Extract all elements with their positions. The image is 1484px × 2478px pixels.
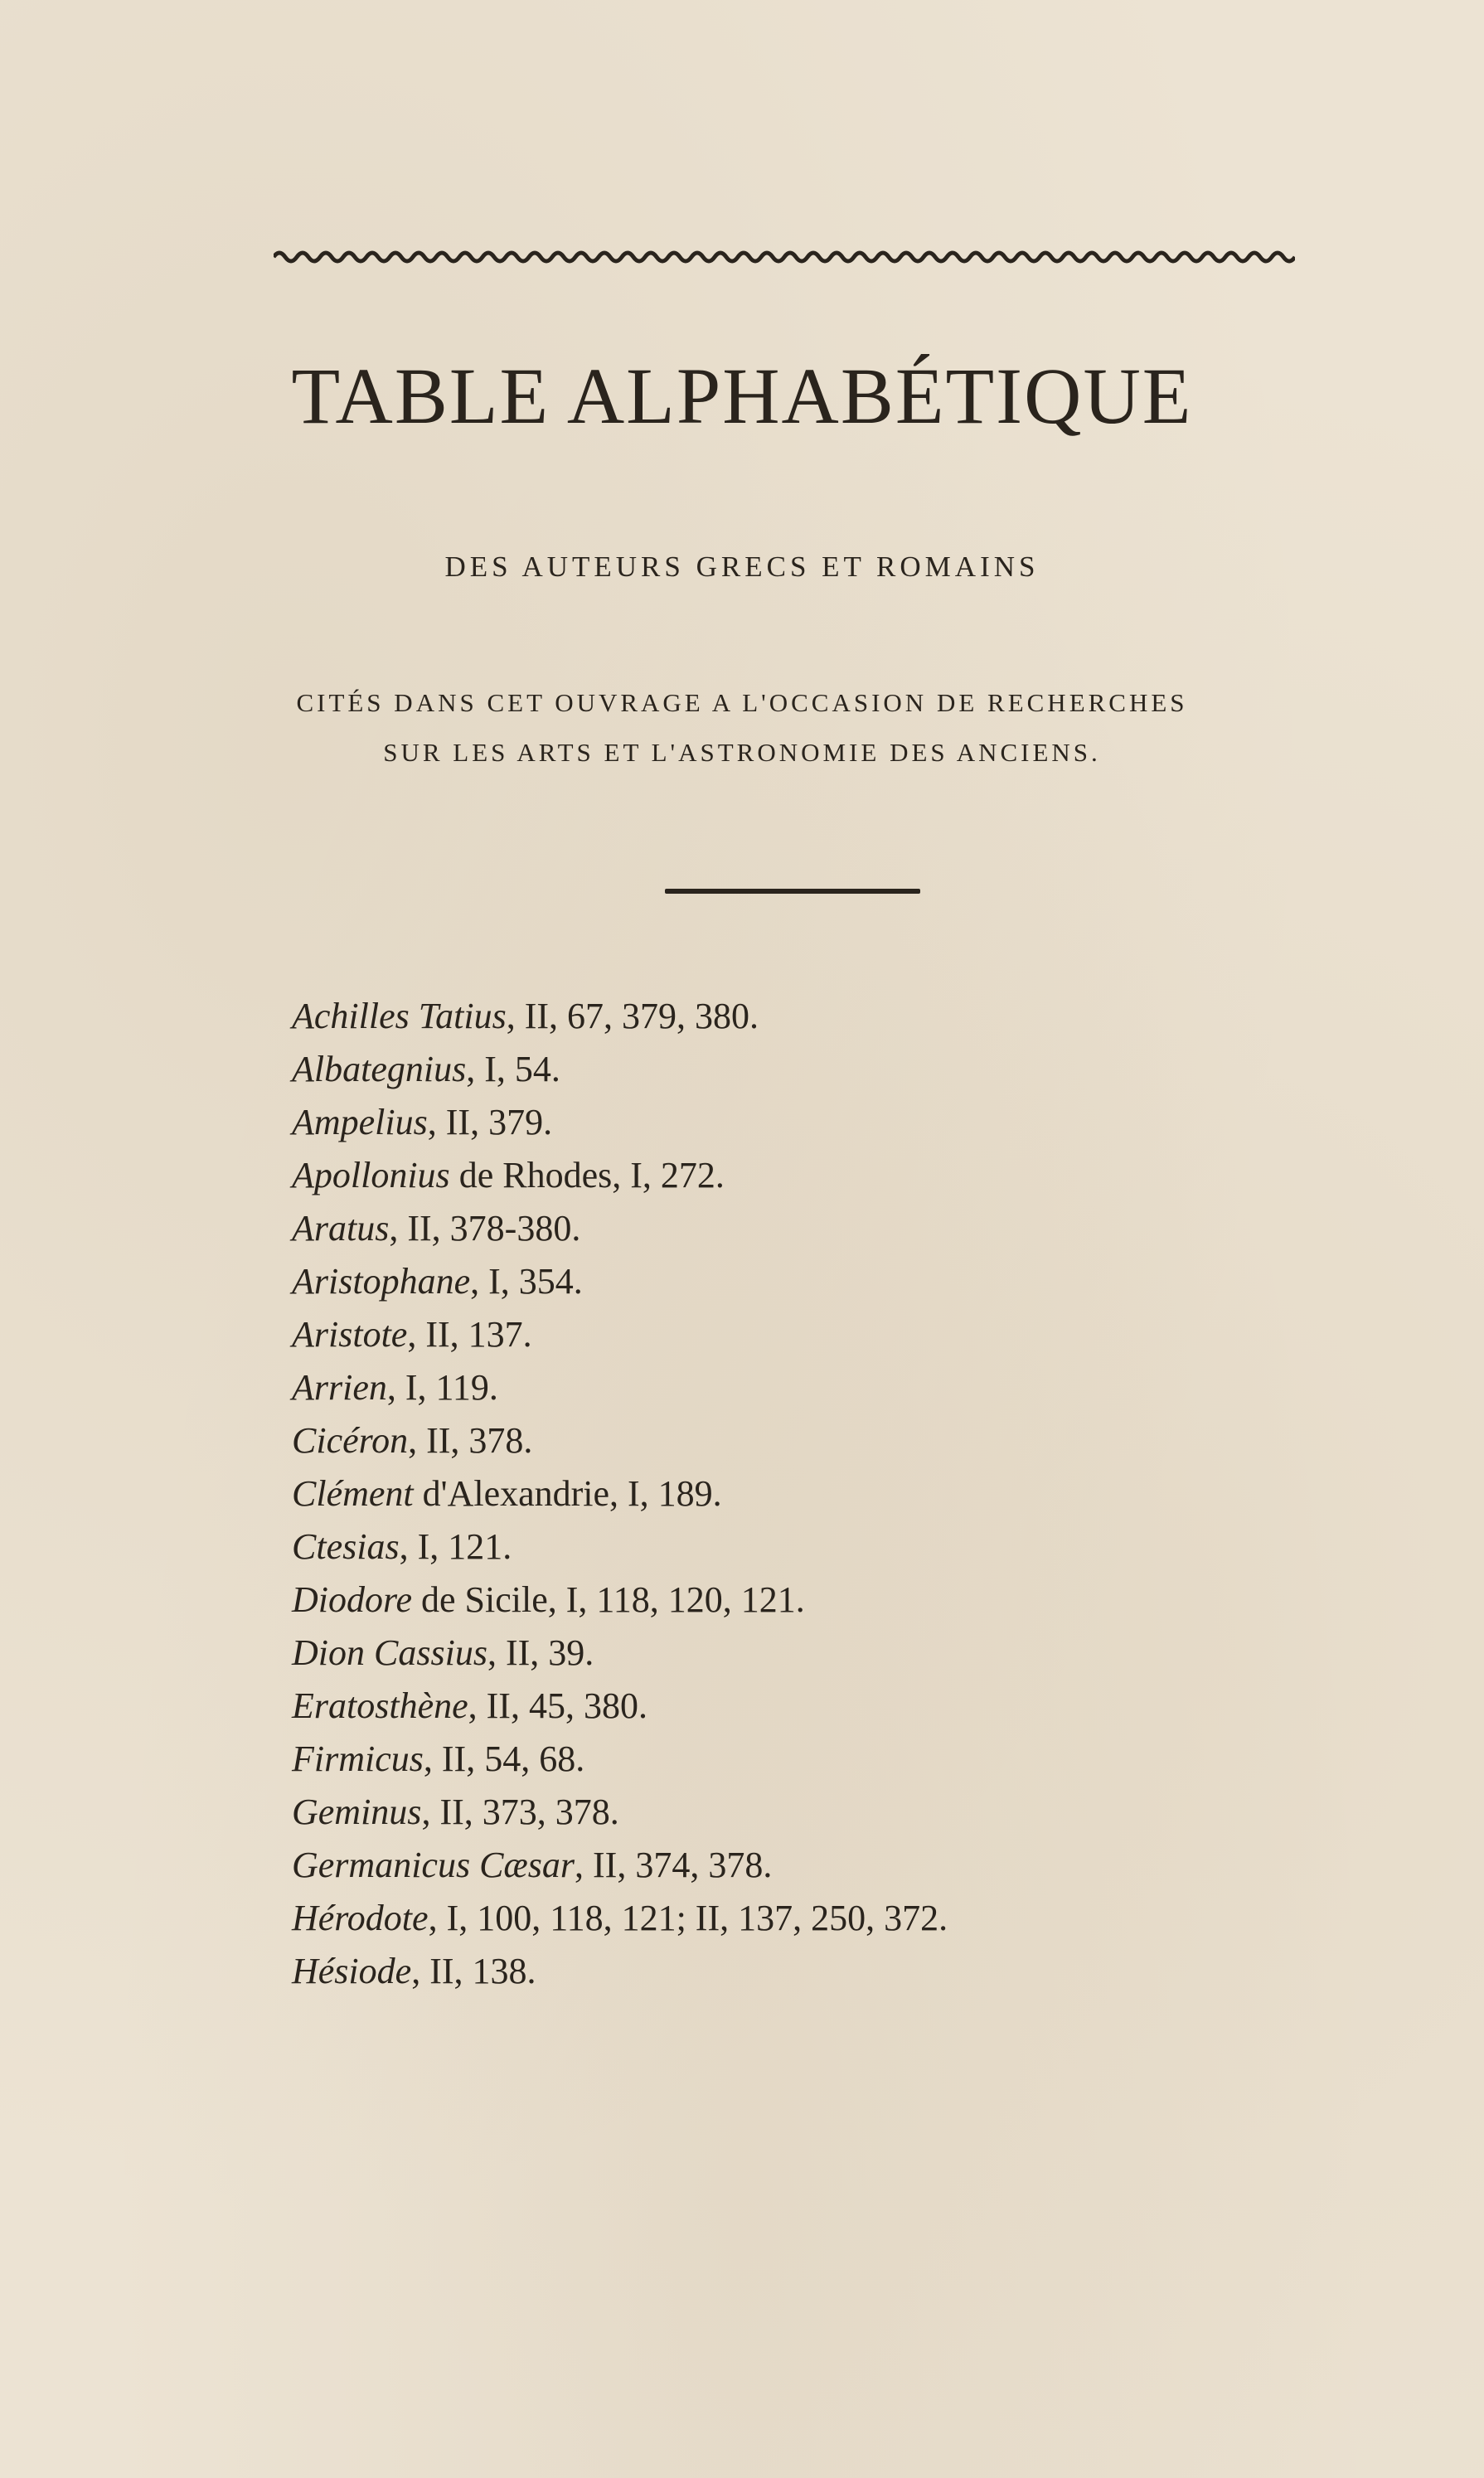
author-name: Firmicus (292, 1738, 424, 1779)
entry-references: , II, 45, 380. (468, 1685, 647, 1726)
entry-references: d'Alexandrie, I, 189. (413, 1473, 722, 1514)
entry-references: , II, 379. (427, 1102, 553, 1142)
author-name: Aristophane (292, 1261, 471, 1302)
author-name: Clément (292, 1473, 414, 1514)
index-entry (292, 1945, 1370, 1998)
author-name: Hérodote (292, 1898, 429, 1938)
page-description (0, 678, 1484, 778)
author-name: Albategnius (292, 1049, 467, 1089)
page-title: TABLE ALPHABÉTIQUE (291, 352, 1193, 440)
index-entry (292, 1202, 1370, 1255)
entry-references: , II, 378. (408, 1420, 533, 1461)
index-entry (292, 1839, 1370, 1892)
index-entry (292, 1733, 1370, 1786)
entry-references: , I, 54. (466, 1049, 560, 1089)
divider-rule (665, 889, 920, 894)
description-line-1: CITÉS DANS CET OUVRAGE A L'OCCASION DE RECHERCHES (296, 688, 1188, 717)
author-name: Arrien (292, 1367, 387, 1408)
index-entry (292, 1361, 1370, 1414)
description-line-2: SUR LES ARTS ET L'ASTRONOMIE DES ANCIENS. (383, 738, 1101, 767)
index-entry (292, 1892, 1370, 1945)
entry-references: , II, 137. (407, 1314, 532, 1355)
index-entry (292, 1627, 1370, 1680)
entry-references: , I, 354. (470, 1261, 583, 1302)
entry-references: , II, 54, 68. (423, 1738, 585, 1779)
entry-references: , II, 374, 378. (575, 1845, 773, 1885)
author-name: Aristote (292, 1314, 408, 1355)
author-name: Aratus (292, 1208, 390, 1249)
ornamental-rule-graphic (274, 242, 1295, 272)
index-entry (292, 1467, 1370, 1520)
author-name: Ampelius (292, 1102, 428, 1142)
entry-references: de Rhodes, I, 272. (449, 1155, 725, 1195)
author-name: Apollonius (292, 1155, 450, 1195)
index-entry (292, 1680, 1370, 1733)
author-name: Ctesias (292, 1526, 400, 1567)
author-name: Geminus (292, 1792, 422, 1832)
author-name: Dion Cassius (292, 1632, 487, 1673)
index-entry (292, 1255, 1370, 1308)
entry-references: , I, 100, 118, 121; II, 137, 250, 372. (428, 1898, 948, 1938)
entry-references: , II, 373, 378. (421, 1792, 619, 1832)
index-entry (292, 1414, 1370, 1467)
page-subtitle: DES AUTEURS GRECS ET ROMAINS (444, 550, 1040, 583)
entry-references: , I, 119. (386, 1367, 498, 1408)
index-entry (292, 990, 1370, 1043)
index-entry (292, 1786, 1370, 1839)
author-name: Diodore (292, 1579, 413, 1620)
author-index-list (292, 990, 1370, 1998)
index-entry (292, 1308, 1370, 1361)
index-entry (292, 1096, 1370, 1149)
entry-references: , II, 138. (411, 1951, 536, 1991)
entry-references: , II, 378-380. (389, 1208, 581, 1249)
entry-references: de Sicile, I, 118, 120, 121. (412, 1579, 805, 1620)
author-name: Achilles Tatius (292, 996, 507, 1036)
ornamental-rule (274, 242, 1295, 272)
entry-references: , I, 121. (399, 1526, 512, 1567)
author-name: Germanicus Cæsar (292, 1845, 575, 1885)
author-name: Hésiode (292, 1951, 412, 1991)
entry-references: , II, 67, 379, 380. (506, 996, 759, 1036)
index-entry (292, 1043, 1370, 1096)
author-name: Eratosthène (292, 1685, 468, 1726)
entry-references: , II, 39. (487, 1632, 594, 1673)
index-entry (292, 1149, 1370, 1202)
author-name: Cicéron (292, 1420, 409, 1461)
index-entry (292, 1520, 1370, 1574)
index-entry (292, 1574, 1370, 1627)
